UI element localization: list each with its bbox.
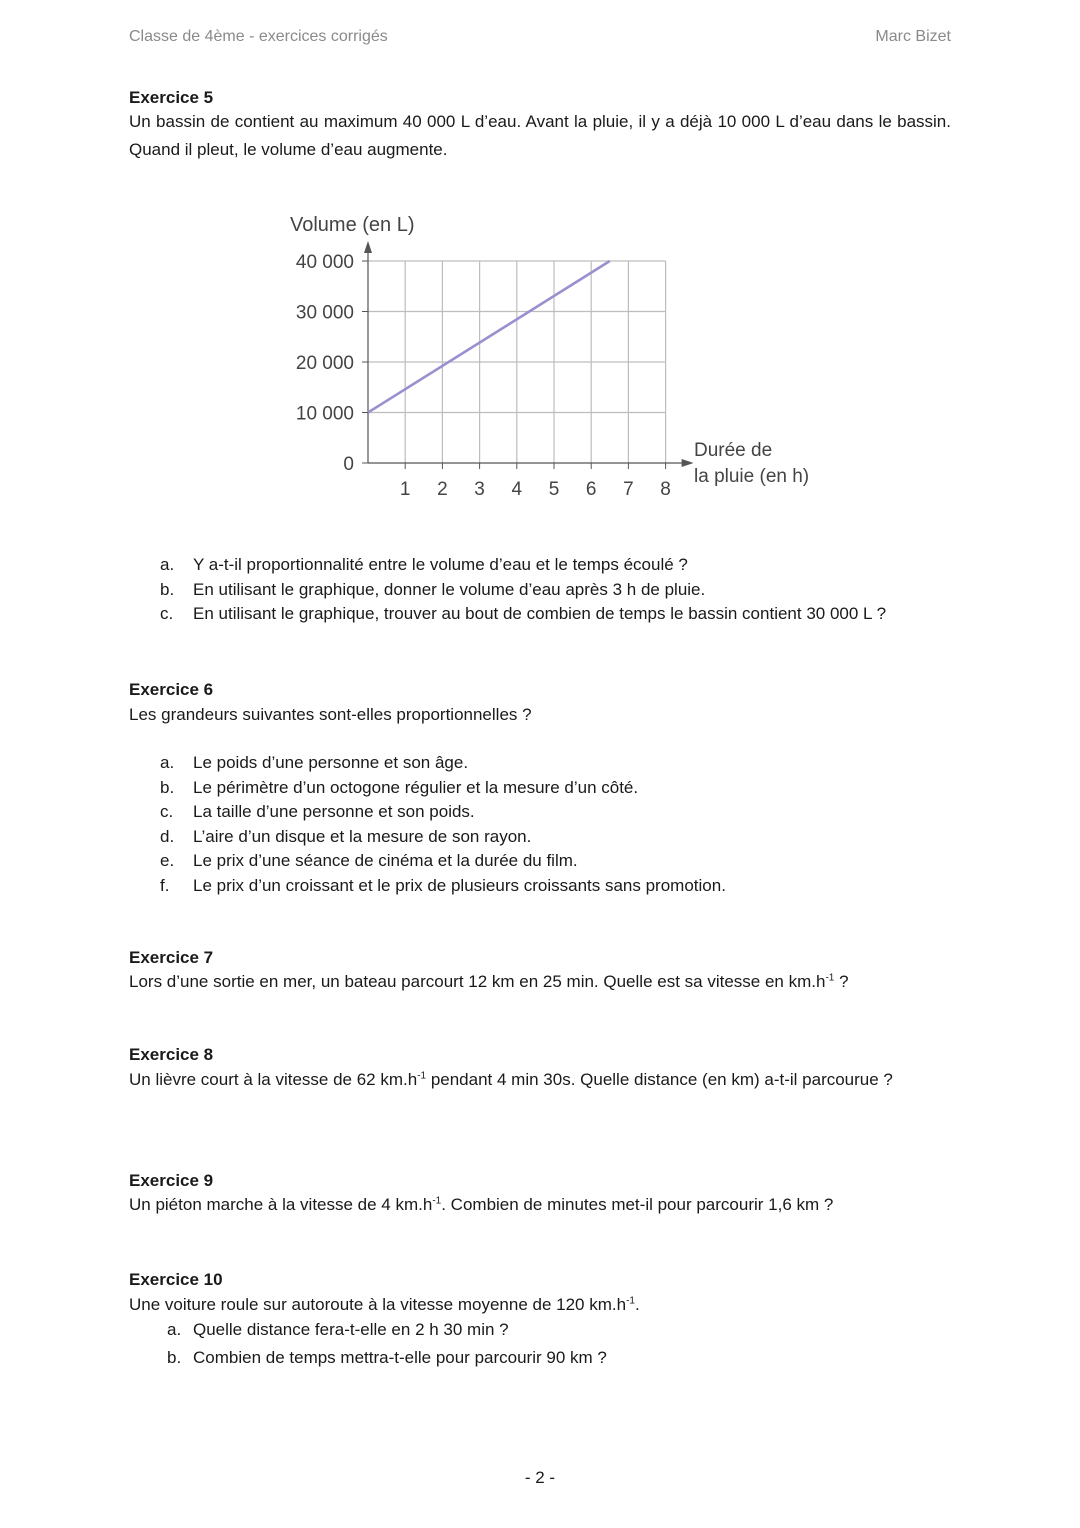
- item-label: b.: [160, 777, 175, 797]
- volume-chart: [280, 205, 840, 505]
- item-d: [160, 825, 726, 850]
- item-label: a.: [160, 753, 175, 772]
- exercise-10-text-main: Une voiture roule sur autoroute à la vitesse moyenne de 120 km.h: [129, 1295, 627, 1314]
- chart-axes: [364, 241, 694, 467]
- y-axis-arrow: [364, 241, 372, 253]
- y-tick-label: 30 000: [295, 302, 354, 324]
- exercise-10-text-end: .: [634, 1295, 640, 1314]
- y-tick-label: 10 000: [295, 403, 354, 425]
- exercise-9-text-main: Un piéton marche à la vitesse de 4 km.h: [129, 1195, 433, 1214]
- item-c: [160, 800, 726, 825]
- item-text: Le périmètre d’un octogone régulier et la mesure d’un côté.: [193, 777, 639, 797]
- exponent: -1: [432, 1195, 442, 1207]
- question-text: En utilisant le graphique, trouver au bout de combien de temps le bassin contient 30 000 L ?: [193, 604, 887, 623]
- header-right: Marc Bizet: [875, 28, 951, 45]
- item-e: [160, 849, 726, 874]
- x-tick-label: 8: [660, 479, 671, 500]
- exercise-5-intro: Un bassin de contient au maximum 40 000 L d’eau. Avant la pluie, il y a déjà 10 000 L d’eau dans le bassin. Quand il pleut, le volume d’eau augmente.: [129, 112, 951, 159]
- exercise-10-text: [129, 1291, 951, 1319]
- exercise-8-text-main: Un lièvre court à la vitesse de 62 km.h: [129, 1070, 418, 1089]
- item-b: [160, 776, 726, 801]
- y-tick-label: 40 000: [295, 252, 354, 273]
- item-text: L’aire d’un disque et la mesure de son rayon.: [193, 826, 532, 846]
- x-tick-label: 5: [548, 479, 560, 500]
- chart-y-axis-label: Volume (en L): [290, 214, 415, 236]
- item-text: Le prix d’un croissant et le prix de plusieurs croissants sans promotion.: [193, 875, 726, 895]
- question-text: Y a-t-il proportionnalité entre le volume d’eau et le temps écoulé ?: [193, 555, 688, 574]
- item-text: Le poids d’une personne et son âge.: [193, 753, 469, 772]
- page-number: - 2 -: [524, 1468, 556, 1487]
- exercise-9-text-end: . Combien de minutes met-il pour parcourir 1,6 km ?: [441, 1195, 834, 1214]
- chart-grid: [368, 261, 666, 463]
- chart-x-axis-label-line2: la pluie (en h): [694, 466, 810, 487]
- exercise-8-text-end: pendant 4 min 30s. Quelle distance (en km) a-t-il parcourue ?: [426, 1070, 893, 1089]
- x-tick-label: 2: [437, 479, 448, 500]
- item-text: Quelle distance fera-t-elle en 2 h 30 min ?: [193, 1320, 509, 1339]
- x-tick-label: 3: [474, 479, 485, 500]
- x-tick-label: 1: [399, 479, 411, 500]
- item-label: f.: [160, 875, 170, 895]
- x-tick-label: 6: [585, 479, 597, 500]
- exponent: -1: [825, 972, 835, 984]
- y-tick-label: 20 000: [295, 353, 354, 374]
- question-text: En utilisant le graphique, donner le volume d’eau après 3 h de pluie.: [193, 579, 706, 599]
- item-label: a.: [167, 1320, 182, 1339]
- y-tick-label: 0: [343, 454, 354, 475]
- exercise-6-title: Exercice 6: [129, 680, 214, 699]
- item-label: b.: [167, 1348, 182, 1367]
- item-a: [167, 1316, 607, 1344]
- chart-x-axis-label-line1: Durée de: [694, 440, 773, 461]
- item-a: [160, 751, 726, 776]
- item-text: Combien de temps mettra-t-elle pour parcourir 90 km ?: [193, 1348, 607, 1367]
- question-label: c.: [160, 604, 174, 623]
- exercise-7-title: Exercice 7: [129, 948, 214, 967]
- exercise-8-title: Exercice 8: [129, 1045, 214, 1064]
- item-label: d.: [160, 826, 175, 846]
- item-label: e.: [160, 851, 175, 870]
- header-left: Classe de 4ème - exercices corrigés: [129, 28, 388, 45]
- x-tick-label: 4: [511, 479, 523, 500]
- series-line: [368, 261, 610, 413]
- question-c: [160, 602, 886, 627]
- exercise-7-text: [129, 968, 951, 996]
- item-text: Le prix d’une séance de cinéma et la durée du film.: [193, 851, 578, 870]
- chart-series: [368, 261, 610, 413]
- x-axis-arrow: [682, 459, 694, 467]
- exponent: -1: [626, 1295, 635, 1307]
- exercise-10-items: [167, 1316, 607, 1372]
- item-b: [167, 1344, 607, 1372]
- question-b: [160, 578, 886, 603]
- item-label: c.: [160, 802, 174, 821]
- exercise-8-text: [129, 1066, 951, 1094]
- question-label: a.: [160, 555, 175, 574]
- item-text: La taille d’une personne et son poids.: [193, 802, 475, 821]
- exercise-7-text-main: Lors d’une sortie en mer, un bateau parcourt 12 km en 25 min. Quelle est sa vitesse en km.h: [129, 972, 826, 991]
- exercise-10-title: Exercice 10: [129, 1270, 223, 1289]
- x-tick-label: 7: [623, 479, 634, 500]
- exercise-9-title: Exercice 9: [129, 1171, 214, 1190]
- exercise-9-text: [129, 1191, 951, 1219]
- question-a: [160, 553, 886, 578]
- exercise-6-items: [160, 751, 726, 898]
- exercise-6-intro: Les grandeurs suivantes sont-elles proportionnelles ?: [129, 705, 532, 724]
- exercise-7-text-end: ?: [834, 972, 849, 991]
- exponent: -1: [417, 1070, 427, 1082]
- exercise-5-questions: [160, 553, 886, 627]
- exercise-5-title: Exercice 5: [129, 88, 214, 107]
- item-f: [160, 874, 726, 899]
- question-label: b.: [160, 579, 175, 599]
